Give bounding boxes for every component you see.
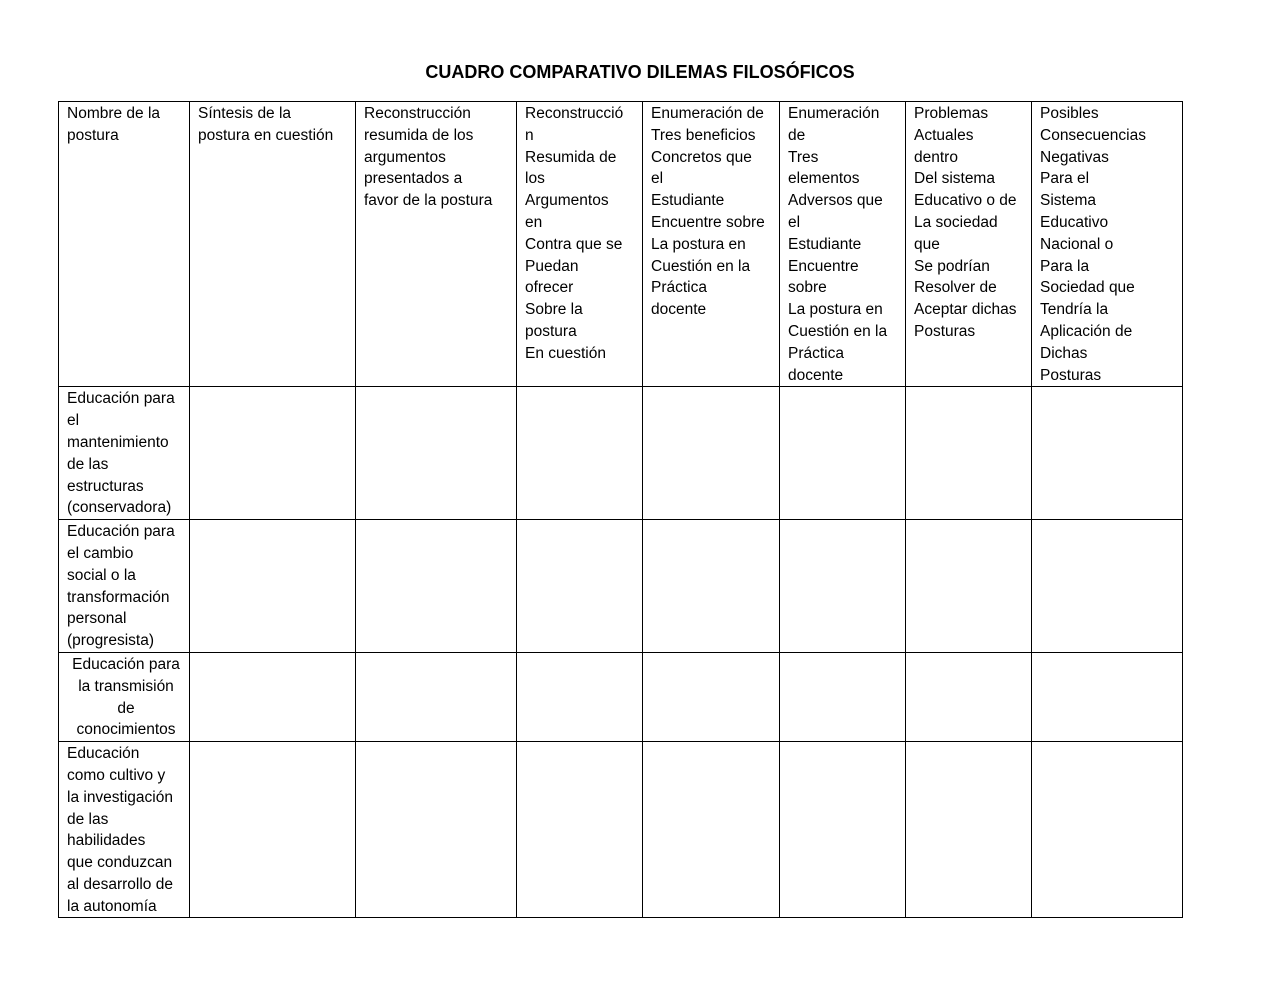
header-text-line: Argumentos xyxy=(525,192,609,210)
empty-cell xyxy=(643,742,780,918)
empty-cell xyxy=(517,652,643,741)
empty-cell xyxy=(356,520,517,653)
header-text-line: Reconstrucción xyxy=(364,105,471,122)
header-cell xyxy=(1032,102,1183,387)
header-text-line: Encuentre xyxy=(788,257,859,275)
header-cell xyxy=(643,102,780,387)
header-text-line: postura xyxy=(525,322,577,340)
table-row xyxy=(59,652,1183,741)
empty-cell xyxy=(906,387,1032,520)
row-label-text-line: Educación para xyxy=(72,655,180,673)
table-row xyxy=(59,520,1183,653)
header-text-line: Práctica xyxy=(651,279,707,297)
empty-cell xyxy=(517,742,643,918)
header-text-line: dentro xyxy=(914,148,958,166)
empty-cell xyxy=(190,652,356,741)
table-row xyxy=(59,742,1183,918)
table-row xyxy=(59,387,1183,520)
header-cell xyxy=(59,102,190,387)
header-text-line: Puedan xyxy=(525,257,579,275)
row-label-text-line: habilidades xyxy=(67,832,146,850)
header-text-line: Tres xyxy=(788,148,819,166)
document-title: CUADRO COMPARATIVO DILEMAS FILOSÓFICOS xyxy=(425,62,855,82)
header-text-line: Dichas xyxy=(1040,344,1088,362)
header-text-line: Encuentre sobre xyxy=(651,213,765,231)
header-cell xyxy=(906,102,1032,387)
header-cell xyxy=(517,102,643,387)
header-text-line: Resolver de xyxy=(914,279,997,297)
row-label-text-line: social o la xyxy=(67,566,136,584)
row-label-text-line: que conduzcan xyxy=(67,854,173,872)
empty-cell xyxy=(906,520,1032,653)
empty-cell xyxy=(780,652,906,741)
empty-cell xyxy=(517,387,643,520)
header-text-line: Actuales xyxy=(914,126,974,144)
header-text-line: Problemas xyxy=(914,105,989,122)
row-label-text-line: de las xyxy=(67,455,109,473)
header-cell xyxy=(356,102,517,387)
header-text-line: Enumeración de xyxy=(651,105,764,122)
header-text-line: postura xyxy=(67,126,119,144)
row-label-text-line: (progresista) xyxy=(67,632,154,650)
empty-cell xyxy=(190,742,356,918)
empty-cell xyxy=(1032,652,1183,741)
empty-cell xyxy=(1032,520,1183,653)
row-label-text-line: transformación xyxy=(67,588,170,606)
header-text-line: Posturas xyxy=(1040,366,1102,384)
header-cell xyxy=(780,102,906,387)
header-text-line: Tendría la xyxy=(1040,301,1109,319)
row-label-text-line: el cambio xyxy=(67,544,134,562)
header-text-line: favor de la postura xyxy=(364,192,493,210)
header-text-line: el xyxy=(651,170,664,188)
header-text-line: de xyxy=(788,126,806,144)
header-text-line: Cuestión en la xyxy=(651,257,751,275)
row-label-text-line: de xyxy=(117,699,135,717)
header-text-line: en xyxy=(525,213,543,231)
header-text-line: presentados a xyxy=(364,170,463,188)
header-text-line: docente xyxy=(788,366,844,384)
empty-cell xyxy=(780,520,906,653)
header-text-line: Consecuencias xyxy=(1040,126,1146,144)
row-label-text-line: al desarrollo de xyxy=(67,875,173,893)
header-text-line: Estudiante xyxy=(651,192,725,210)
empty-cell xyxy=(356,387,517,520)
comparison-table xyxy=(58,101,1183,918)
empty-cell xyxy=(356,742,517,918)
empty-cell xyxy=(517,520,643,653)
header-text-line: ofrecer xyxy=(525,279,574,297)
header-text-line: los xyxy=(525,170,545,188)
row-label-text-line: Educación para xyxy=(67,390,175,408)
empty-cell xyxy=(780,742,906,918)
header-text-line: el xyxy=(788,213,801,231)
header-text-line: Práctica xyxy=(788,344,844,362)
row-label-text-line: el xyxy=(67,412,80,430)
header-text-line: Reconstrucció xyxy=(525,105,624,122)
empty-cell xyxy=(190,520,356,653)
header-text-line: La postura en xyxy=(651,235,746,253)
header-text-line: Se podrían xyxy=(914,257,990,275)
header-text-line: En cuestión xyxy=(525,344,606,362)
header-text-line: Nombre de la xyxy=(67,105,161,122)
header-row xyxy=(59,102,1183,387)
header-text-line: Resumida de xyxy=(525,148,617,166)
header-text-line: que xyxy=(914,235,940,253)
row-label-text-line: personal xyxy=(67,610,127,628)
header-text-line: Posibles xyxy=(1040,105,1099,122)
row-label-cell xyxy=(59,652,190,741)
header-text-line: Síntesis de la xyxy=(198,105,292,122)
empty-cell xyxy=(643,387,780,520)
row-label-text-line: mantenimiento xyxy=(67,433,169,451)
empty-cell xyxy=(906,652,1032,741)
header-text-line: n xyxy=(525,126,534,144)
header-text-line: Nacional o xyxy=(1040,235,1114,253)
header-text-line: argumentos xyxy=(364,148,446,166)
header-cell xyxy=(190,102,356,387)
header-text-line: Cuestión en la xyxy=(788,322,888,340)
header-text-line: La sociedad xyxy=(914,213,998,231)
header-text-line: Estudiante xyxy=(788,235,862,253)
header-text-line: sobre xyxy=(788,279,827,297)
empty-cell xyxy=(643,652,780,741)
empty-cell xyxy=(356,652,517,741)
header-text-line: Del sistema xyxy=(914,170,995,188)
header-text-line: postura en cuestión xyxy=(198,126,334,144)
header-text-line: Sociedad que xyxy=(1040,279,1135,297)
header-text-line: Sistema xyxy=(1040,192,1096,210)
row-label-text-line: estructuras xyxy=(67,477,144,495)
header-text-line: elementos xyxy=(788,170,860,188)
row-label-text-line: la investigación xyxy=(67,788,173,806)
header-text-line: resumida de los xyxy=(364,126,474,144)
row-label-text-line: de las xyxy=(67,810,109,828)
header-text-line: Aplicación de xyxy=(1040,322,1133,340)
header-text-line: Aceptar dichas xyxy=(914,301,1017,319)
row-label-text-line: la transmisión xyxy=(78,677,174,695)
row-label-cell xyxy=(59,520,190,653)
header-text-line: Posturas xyxy=(914,322,976,340)
header-text-line: Para el xyxy=(1040,170,1090,188)
header-text-line: Contra que se xyxy=(525,235,623,253)
empty-cell xyxy=(906,742,1032,918)
header-text-line: Educativo o de xyxy=(914,192,1017,210)
header-text-line: Concretos que xyxy=(651,148,752,166)
row-label-text-line: conocimientos xyxy=(76,721,176,739)
header-text-line: Sobre la xyxy=(525,301,583,319)
empty-cell xyxy=(190,387,356,520)
empty-cell xyxy=(1032,742,1183,918)
row-label-cell xyxy=(59,387,190,520)
header-text-line: Educativo xyxy=(1040,213,1109,231)
row-label-cell xyxy=(59,742,190,918)
header-text-line: Enumeración xyxy=(788,105,880,122)
row-label-text-line: (conservadora) xyxy=(67,499,172,517)
empty-cell xyxy=(780,387,906,520)
row-label-text-line: Educación xyxy=(67,745,140,763)
header-text-line: Adversos que xyxy=(788,192,883,210)
header-text-line: La postura en xyxy=(788,301,883,319)
header-text-line: Tres beneficios xyxy=(651,126,756,144)
empty-cell xyxy=(643,520,780,653)
row-label-text-line: como cultivo y xyxy=(67,766,166,784)
row-label-text-line: Educación para xyxy=(67,523,175,541)
header-text-line: Negativas xyxy=(1040,148,1109,166)
row-label-text-line: la autonomía xyxy=(67,897,157,915)
empty-cell xyxy=(1032,387,1183,520)
header-text-line: docente xyxy=(651,301,707,319)
header-text-line: Para la xyxy=(1040,257,1090,275)
